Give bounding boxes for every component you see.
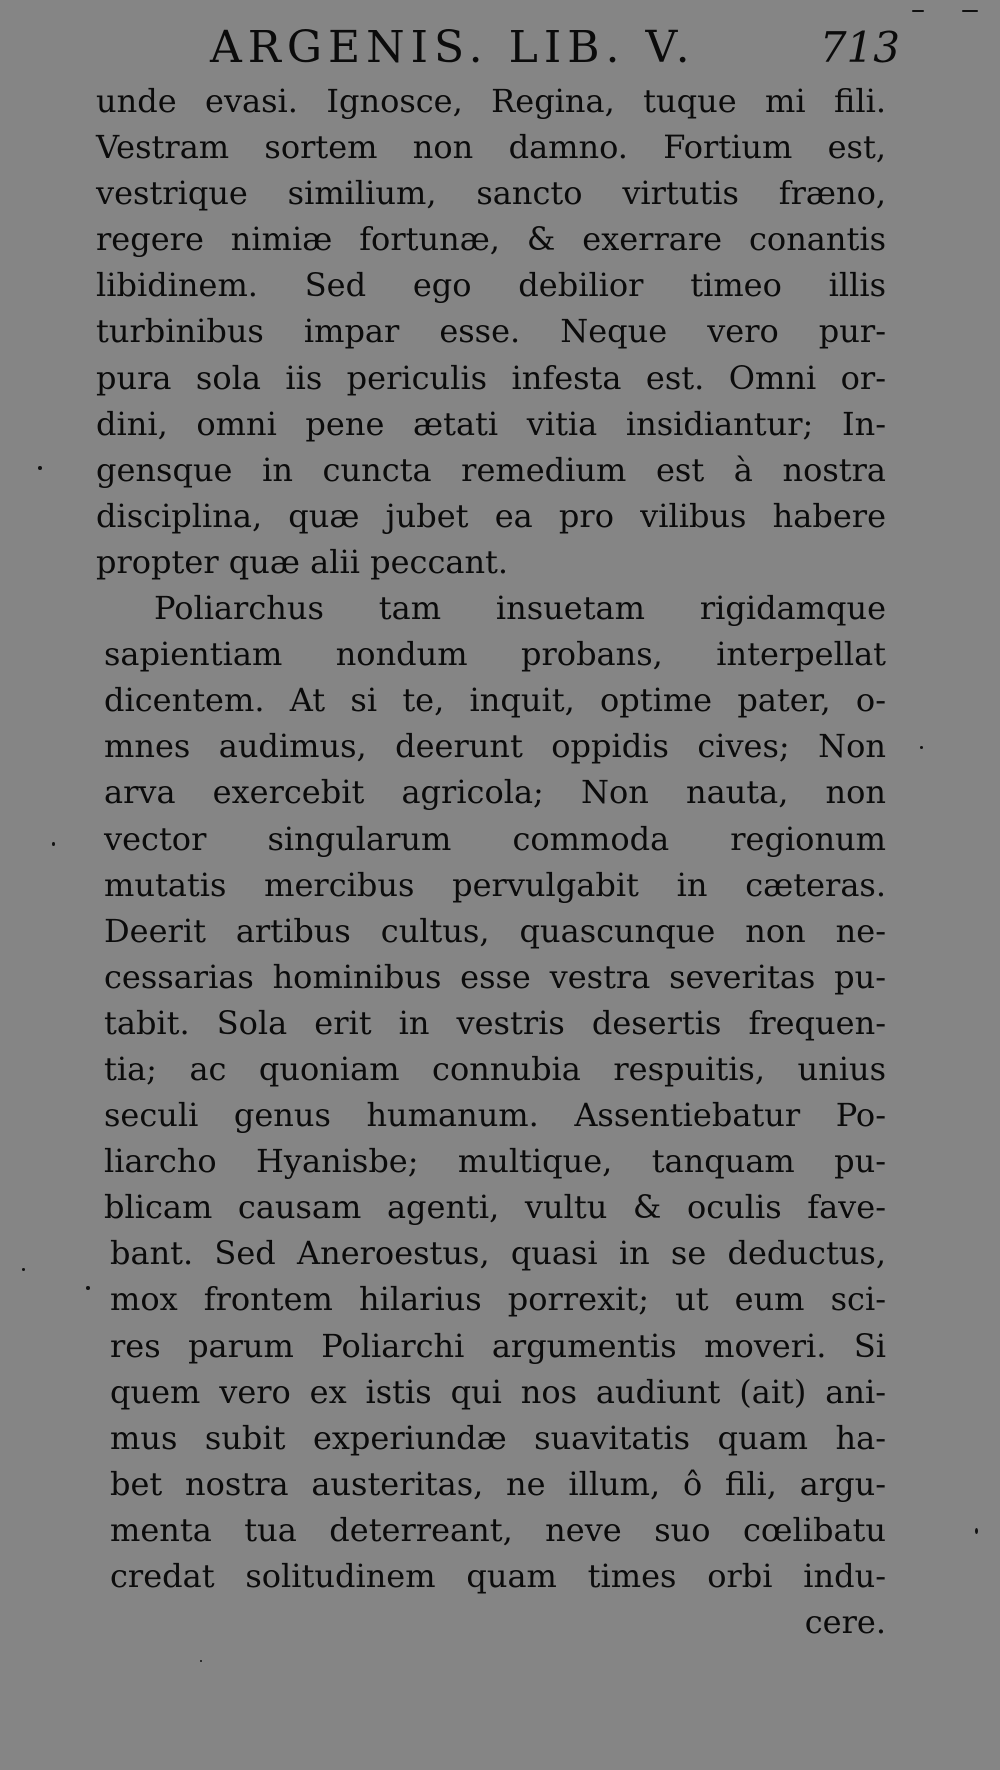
text-line: credat solitudinem quam times orbi indu- (110, 1557, 886, 1595)
running-title: ARGENIS. LIB. V. (210, 22, 696, 73)
text-line: seculi genus humanum. Assentiebatur Po- (104, 1096, 886, 1135)
text-line: pura sola iis periculis infesta est. Omni or- (96, 358, 886, 397)
scan-speck (962, 10, 978, 12)
text-line: libidinem. Sed ego debilior timeo illis (96, 266, 886, 305)
page-number: 713 (819, 23, 900, 72)
text-line: dini, omni pene ætati vitia insidiantur; In- (96, 404, 886, 443)
scan-speck (200, 1660, 202, 1662)
text-line: mnes audimus, deerunt oppidis cives; Non (104, 727, 886, 766)
scan-speck (52, 842, 55, 846)
text-line: res parum Poliarchi argumentis moveri. Si (110, 1326, 886, 1365)
text-line: liarcho Hyanisbe; multique, tanquam pu- (104, 1142, 886, 1181)
text-line: bet nostra austeritas, ne illum, ô fili, argu- (110, 1464, 886, 1503)
text-line: disciplina, quæ jubet ea pro vilibus habere (96, 496, 886, 535)
text-line: cessarias hominibus esse vestra severitas pu- (104, 957, 886, 996)
text-line: bant. Sed Aneroestus, quasi in se deductus, (110, 1234, 886, 1273)
text-line: regere nimiæ fortunæ, & exerrare conantis (96, 220, 886, 259)
scan-speck (975, 1528, 978, 1534)
page-header (210, 18, 900, 78)
scan-speck (86, 1286, 90, 1290)
scan-speck (912, 10, 924, 12)
scan-speck (38, 466, 42, 470)
text-line: menta tua deterreant, neve suo cœlibatu (110, 1510, 886, 1549)
text-line: Deerit artibus cultus, quascunque non ne- (104, 911, 886, 950)
scan-speck (920, 746, 923, 749)
text-line: unde evasi. Ignosce, Regina, tuque mi fili. (96, 82, 886, 120)
text-line: gensque in cuncta remedium est à nostra (96, 450, 886, 489)
paragraph-2 (96, 585, 886, 1645)
paragraph-1 (96, 78, 886, 585)
text-line: mox frontem hilarius porrexit; ut eum sci- (110, 1280, 886, 1319)
text-line: mutatis mercibus pervulgabit in cæteras. (104, 865, 886, 904)
text-line: quem vero ex istis qui nos audiunt (ait) ani- (110, 1372, 886, 1411)
text-line: vector singularum commoda regionum (104, 819, 886, 858)
text-line: arva exercebit agricola; Non nauta, non (104, 773, 886, 812)
text-line: tabit. Sola erit in vestris desertis frequen- (104, 1003, 886, 1042)
text-line: sapientiam nondum probans, interpellat (104, 635, 886, 674)
text-line: turbinibus impar esse. Neque vero pur- (96, 312, 886, 351)
text-line: mus subit experiundæ suavitatis quam ha- (110, 1418, 886, 1457)
text-line: tia; ac quoniam connubia respuitis, unius (104, 1049, 886, 1088)
text-line: Poliarchus tam insuetam rigidamque (154, 589, 886, 628)
text-line: vestrique similium, sancto virtutis fræno, (96, 174, 886, 213)
text-line: blicam causam agenti, vultu & oculis fave- (104, 1188, 886, 1227)
text-line: propter quæ alii peccant. (96, 542, 509, 581)
scan-speck (22, 1268, 25, 1271)
text-line: dicentem. At si te, inquit, optime pater, o- (104, 681, 886, 720)
text-line: Vestram sortem non damno. Fortium est, (96, 128, 886, 167)
body-text (96, 78, 886, 1645)
text-line: cere. (804, 1603, 886, 1642)
